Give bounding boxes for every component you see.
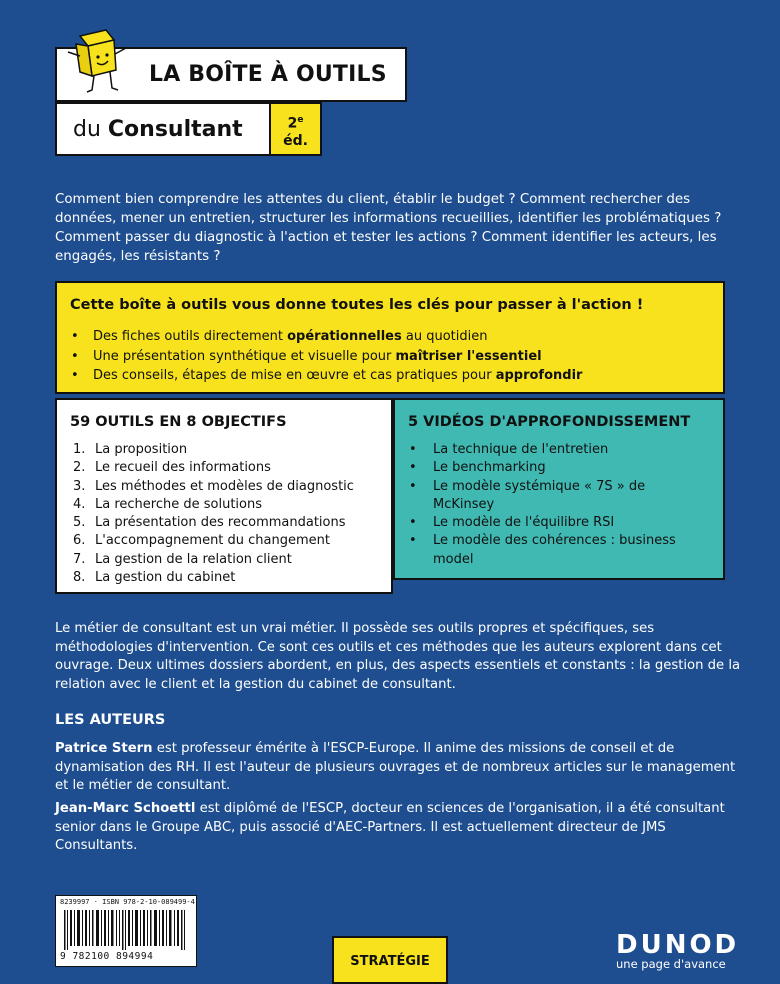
list-item: 4. La recherche de solutions	[73, 496, 262, 512]
description-paragraph: Le métier de consultant est un vrai métier. Il possède ses outils propres et spécifiques, ses méthodologies d'intervention. Ce sont ces outils et ces méthodes que les auteurs explorent dans cet ouvrage. Deux ultimes dossiers abordent, en plus, des aspects essentiels et constants : la gestion de la relation avec le client et la gestion du cabinet de consultant.	[55, 621, 741, 692]
list-item: • Des fiches outils directement opérationnelles au quotidien	[67, 327, 582, 347]
book-subtitle: du Consultant	[73, 117, 243, 142]
publisher-logo: DUNOD	[616, 930, 740, 960]
list-item: 5. La présentation des recommandations	[73, 515, 346, 531]
list-item: • Le benchmarking	[409, 460, 546, 476]
category-label: STRATÉGIE	[332, 936, 448, 984]
highlight-box	[55, 281, 725, 394]
edition-badge: 2e éd.	[269, 102, 322, 156]
list-item: 1. La proposition	[73, 442, 188, 457]
toolbox-mascot-icon	[62, 26, 142, 96]
list-item: 8. La gestion du cabinet	[73, 570, 236, 586]
authors-heading: LES AUTEURS	[55, 712, 166, 728]
list-item: • Une présentation synthétique et visuelle pour maîtriser l'essentiel	[67, 347, 582, 367]
videos-box	[393, 398, 725, 580]
list-item: 3. Les méthodes et modèles de diagnostic	[73, 478, 354, 494]
highlight-heading: Cette boîte à outils vous donne toutes les clés pour passer à l'action !	[70, 297, 644, 313]
subtitle-box	[55, 102, 271, 156]
intro-paragraph: Comment bien comprendre les attentes du client, établir le budget ? Comment rechercher des données, mener un entretien, structurer les informations recueillies, identifier les problématiques ? Comment passer du diagnostic à l'action et tester les actions ? Comment identifier les acteurs, les engagés, les résistants ?	[55, 192, 722, 264]
publisher-tagline: une page d'avance	[616, 957, 726, 971]
list-item: • Des conseils, étapes de mise en œuvre et cas pratiques pour approfondir	[67, 366, 582, 386]
objectives-list	[73, 441, 354, 587]
objectives-heading: 59 OUTILS EN 8 OBJECTIFS	[70, 414, 287, 430]
highlight-list	[67, 327, 582, 386]
barcode-bars-icon	[64, 910, 190, 950]
list-item: • La technique de l'entretien	[409, 442, 609, 457]
videos-list	[409, 441, 709, 569]
author-bio: Patrice Stern est professeur émérite à l'ESCP-Europe. Il anime des missions de conseil et de dynamisation des RH. Il est l'auteur de plusieurs ouvrages et de nombreux articles sur le management et le métier de consultant.	[55, 741, 736, 793]
objectives-box	[55, 398, 393, 594]
list-item: • Le modèle de l'équilibre RSI	[409, 515, 615, 531]
author-bio: Jean-Marc Schoettl est diplômé de l'ESCP, docteur en sciences de l'organisation, il a été consultant senior dans le Groupe ABC, puis associé d'AEC-Partners. Il est actuellement directeur de JMS Consultants.	[55, 801, 725, 853]
list-item: 7. La gestion de la relation client	[73, 551, 292, 567]
isbn-line: 8239997 · ISBN 978-2-10-089499-4	[60, 898, 195, 906]
list-item: 6. L'accompagnement du changement	[73, 533, 330, 549]
list-item: • Le modèle des cohérences : business model	[409, 533, 676, 567]
videos-heading: 5 VIDÉOS D'APPROFONDISSEMENT	[408, 414, 691, 430]
list-item: • Le modèle systémique « 7S » de McKinsey	[409, 478, 646, 512]
isbn-number: 9 782100 894994	[60, 951, 154, 962]
list-item: 2. Le recueil des informations	[73, 460, 271, 476]
barcode	[55, 895, 197, 967]
book-title: LA BOÎTE À OUTILS	[149, 62, 387, 87]
